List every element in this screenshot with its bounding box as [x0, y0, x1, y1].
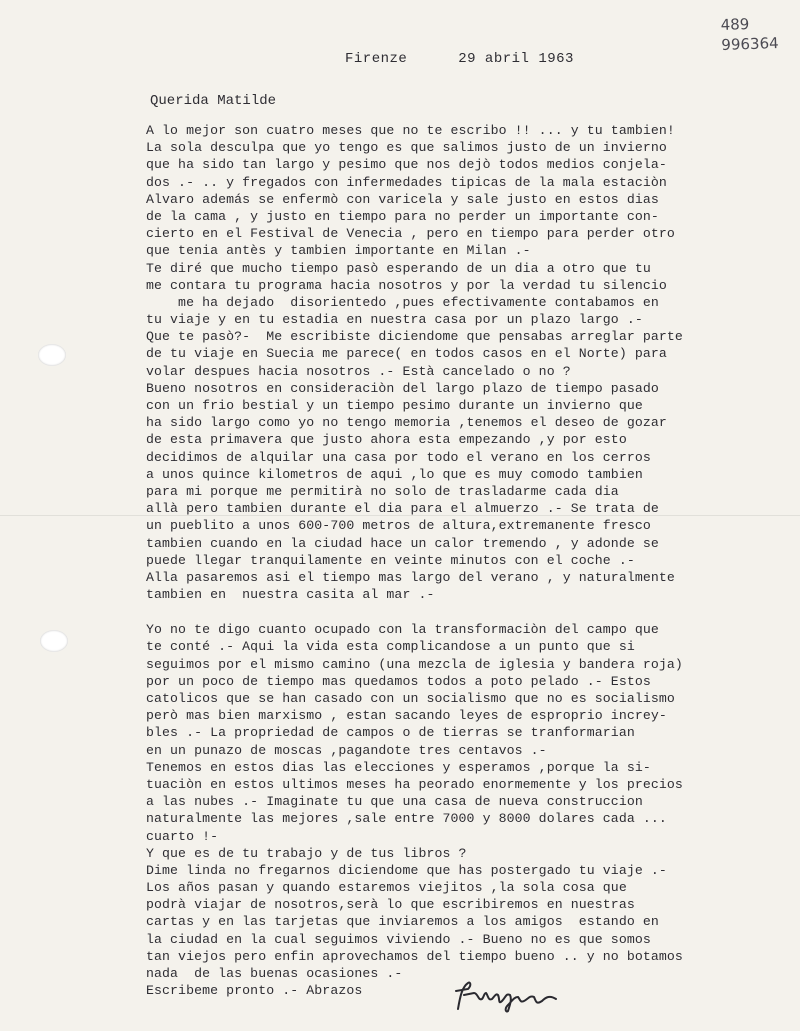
letter-line: ha sido largo como yo no tengo memoria ,tenemos el deseo de gozar: [146, 415, 667, 431]
letter-line: Yo no te digo cuanto ocupado con la transformaciòn del campo que: [146, 622, 659, 638]
letter-body: [146, 122, 776, 999]
letter-line: Alla pasaremos asi el tiempo mas largo del verano , y naturalmente: [146, 569, 675, 585]
letter-line: volar despues hacia nosotros .- Està cancelado o no ?: [146, 363, 571, 379]
letter-date: 29 abril 1963: [458, 51, 574, 67]
letter-line: Tenemos en estos dias las elecciones y esperamos ,porque la si-: [146, 759, 651, 775]
letter-line: que ha sido tan largo y pesimo que nos dejò todos medios conjela-: [146, 157, 667, 173]
archive-code: [720, 13, 779, 55]
letter-place: Firenze: [345, 51, 408, 67]
punch-hole-top: [38, 344, 66, 366]
archive-code-top: 489: [720, 15, 750, 34]
letter-line: la ciudad en la cual seguimos viviendo .- Bueno no es que somos: [146, 931, 651, 947]
letter-line: Y que es de tu trabajo y de tus libros ?: [146, 845, 467, 861]
letter-line: A lo mejor son cuatro meses que no te escribo !! ... y tu tambien!: [146, 123, 675, 138]
letter-line: tambien en nuestra casita al mar .-: [146, 587, 435, 603]
letter-header: [345, 51, 574, 67]
paragraph-gap: [146, 603, 776, 621]
letter-line: en un punazo de moscas ,pagandote tres centavos .-: [146, 742, 547, 758]
letter-line: puede llegar tranquilamente en veinte minutos con el coche .-: [146, 552, 635, 568]
letter-line: Que te pasò?- Me escribiste diciendome que pensabas arreglar parte: [146, 329, 683, 345]
letter-line: Los años pasan y quando estaremos viejitos ,la sola cosa que: [146, 880, 627, 896]
letter-line: Alvaro además se enfermò con varicela y sale justo en estos dias: [146, 191, 659, 207]
letter-line: a las nubes .- Imaginate tu que una casa de nueva construccion: [146, 794, 643, 810]
letter-line: Te diré que mucho tiempo pasò esperando de un dia a otro que tu: [146, 260, 651, 276]
letter-line: a unos quince kilometros de aqui ,lo que es muy comodo tambien: [146, 466, 643, 482]
letter-line: seguimos por el mismo camino (una mezcla de iglesia y bandera roja): [146, 656, 683, 672]
letter-line: nada de las buenas ocasiones .-: [146, 966, 403, 981]
letter-line: me ha dejado disorientedo ,pues efectivamente contabamos en: [146, 294, 659, 310]
handwritten-signature-icon: [448, 979, 568, 1015]
letter-line: cierto en el Festival de Venecia , pero en tiempo para perder otro: [146, 226, 675, 242]
letter-line: un pueblito a unos 600-700 metros de altura,extremanente fresco: [146, 518, 651, 534]
letter-line: però mas bien marxismo , estan sacando leyes de esproprio increy-: [146, 708, 667, 724]
letter-line: bles .- La propriedad de campos o de tierras se tranformarian: [146, 725, 635, 741]
letter-line: de esta primavera que justo ahora esta empezando ,y por esto: [146, 432, 627, 448]
letter-line: naturalmente las mejores ,sale entre 7000 y 8000 dolares cada ...: [146, 811, 667, 827]
letter-line: Escribeme pronto .- Abrazos: [146, 983, 363, 999]
letter-line: Bueno nosotros en consideraciòn del largo plazo de tiempo pasado: [146, 380, 659, 396]
letter-line: Dime linda no fregarnos diciendome que has postergado tu viaje .-: [146, 862, 667, 878]
letter-line: tu viaje y en tu estadia en nuestra casa por un plazo largo .-: [146, 312, 643, 328]
letter-line: que tenia antès y tambien importante en Milan .-: [146, 243, 531, 259]
letter-line: cuarto !-: [146, 828, 219, 844]
letter-line: podrà viajar de nosotros,serà lo que escribiremos en nuestras: [146, 897, 635, 913]
letter-line: dos .- .. y fregados con infermedades tipicas de la mala estaciòn: [146, 174, 667, 190]
letter-line: decidimos de alquilar una casa por todo el verano en los cerros: [146, 449, 651, 465]
letter-line: te conté .- Aqui la vida esta complicandose a un punto que si: [146, 639, 635, 655]
archive-code-bottom: 996364: [720, 34, 779, 54]
letter-line: de tu viaje en Suecia me parece( en todos casos en el Norte) para: [146, 346, 667, 362]
letter-line: tambien cuando en la ciudad hace un calor tremendo , y adonde se: [146, 535, 659, 551]
letter-line: para mi porque me permitirà no solo de trasladarme cada dia: [146, 483, 619, 499]
letter-line: de la cama , y justo en tiempo para no perder un importante con-: [146, 208, 659, 224]
letter-line: tuaciòn en estos ultimos meses ha peorado enormemente y los precios: [146, 776, 683, 792]
letter-line: catolicos que se han casado con un socialismo que no es socialismo: [146, 691, 675, 706]
letter-line: cartas y en las tarjetas que inviaremos a los amigos estando en: [146, 914, 659, 930]
letter-line: allà pero tambien durante el dia para el almuerzo .- Se trata de: [146, 501, 659, 517]
punch-hole-bottom: [40, 630, 68, 652]
letter-line: me contara tu programa hacia nosotros y por la verdad tu silencio: [146, 277, 667, 293]
letter-line: por un poco de tiempo mas quedamos todos a poto pelado .- Estos: [146, 673, 651, 689]
letter-line: La sola desculpa que yo tengo es que salimos justo de un invierno: [146, 140, 667, 156]
salutation: Querida Matilde: [150, 93, 277, 109]
letter-line: con un frio bestial y un tiempo pesimo durante un invierno que: [146, 398, 643, 413]
letter-line: tan viejos pero enfin aprovechamos del tiempo bueno .. y no botamos: [146, 948, 683, 964]
